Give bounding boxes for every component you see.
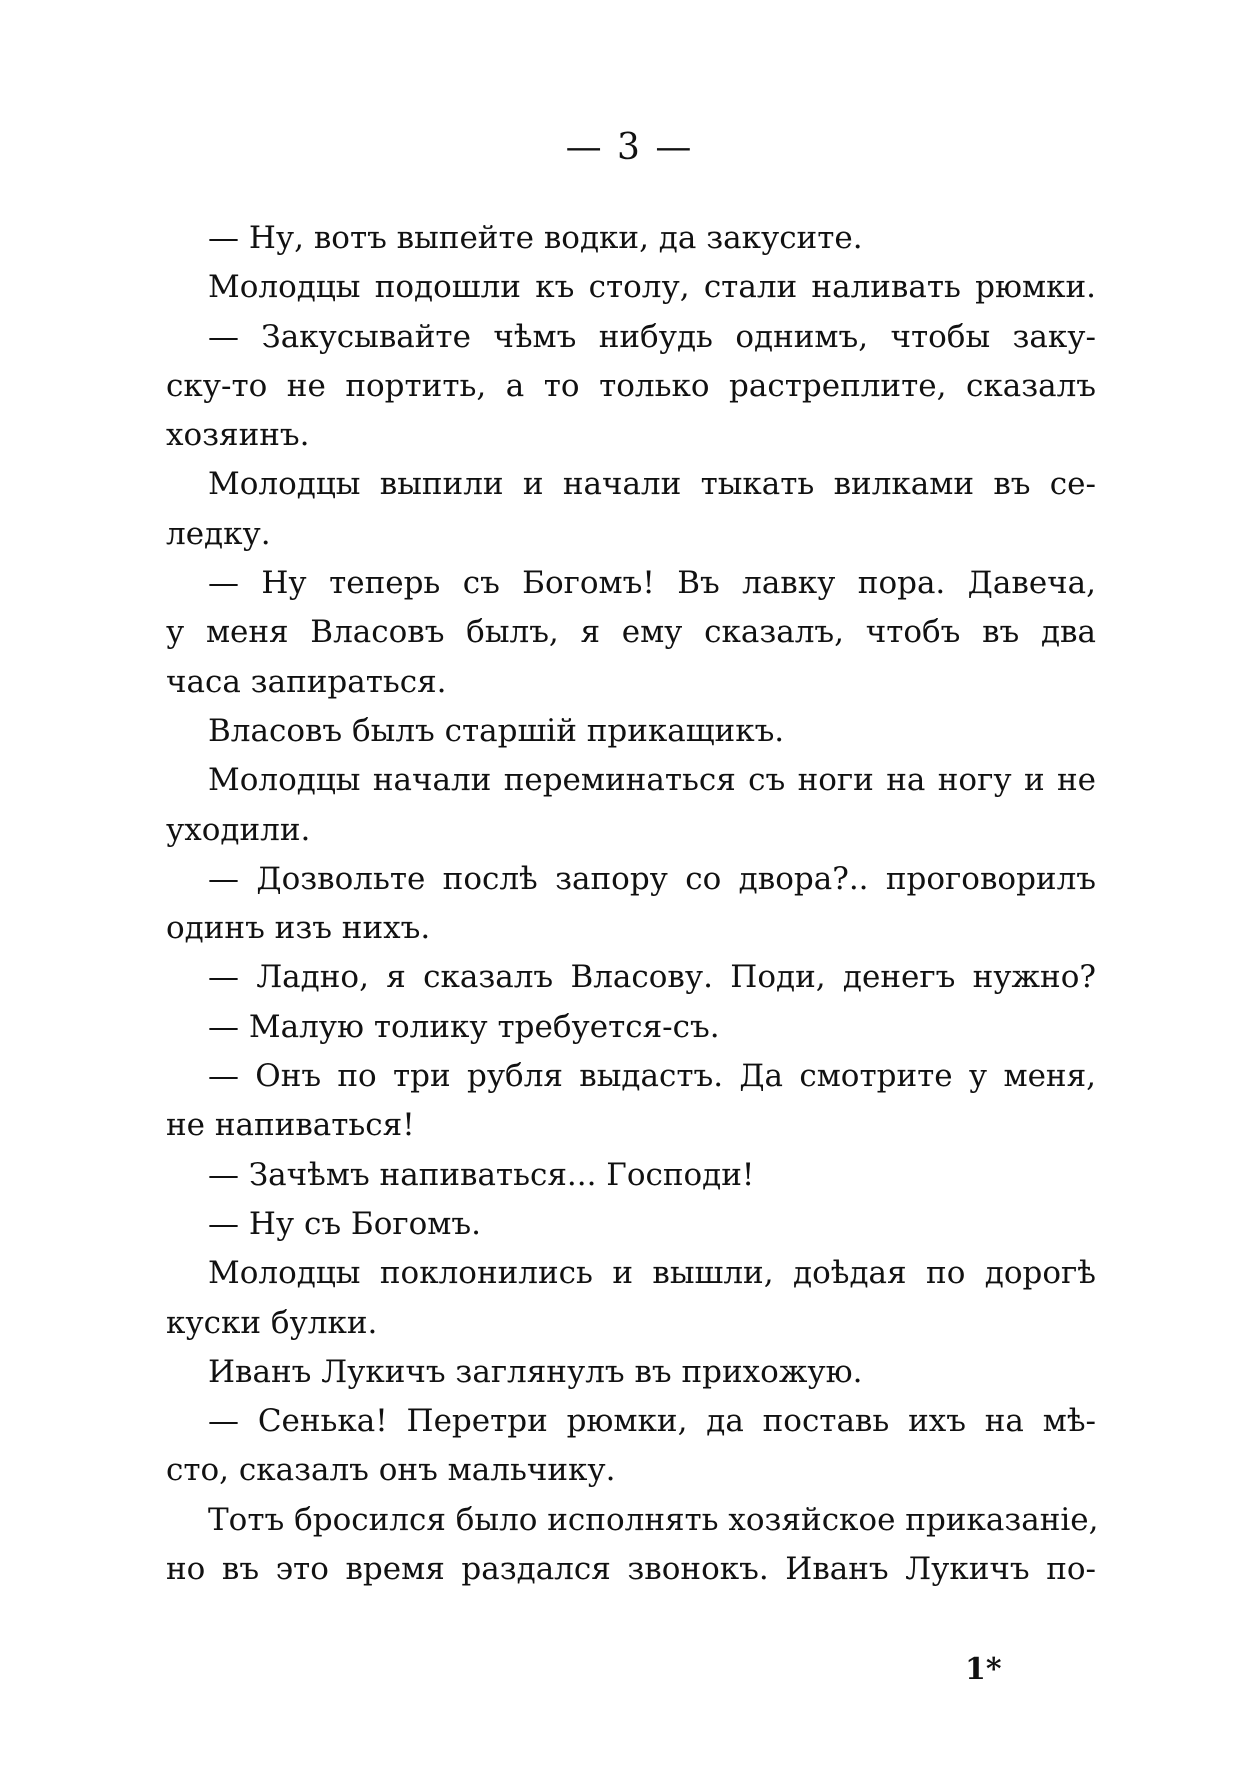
text-line: Иванъ Лукичъ заглянулъ въ прихожую.: [208, 1353, 863, 1390]
text-line: Власовъ былъ старшій прикащикъ.: [208, 712, 785, 749]
text-line: Молодцы подошли къ столу, стали наливать рюмки.: [208, 269, 1096, 306]
text-line: — Малую толику требуется-съ.: [208, 1008, 720, 1045]
text-line: Тотъ бросился было исполнять хозяйское приказаніе,: [208, 1501, 1099, 1538]
text-line: не напиваться!: [166, 1107, 415, 1144]
text-line: куски булки.: [166, 1304, 378, 1341]
text-line: — Ну, вотъ выпейте водки, да закусите.: [208, 220, 863, 256]
text-line: но въ это время раздался звонокъ. Иванъ Лукичъ по-: [166, 1551, 1096, 1588]
text-line: — Зачѣмъ напиваться... Господи!: [208, 1156, 755, 1193]
text-line: ску-то не портить, а то только растреплите, сказалъ: [166, 367, 1096, 404]
text-line: Молодцы выпили и начали тыкать вилками въ се-: [208, 466, 1096, 503]
signature-mark: 1*: [965, 1652, 1002, 1687]
text-line: одинъ изъ нихъ.: [166, 910, 431, 947]
text-line: ледку.: [166, 515, 271, 552]
text-line: хозяинъ.: [166, 417, 310, 454]
text-line: Молодцы начали переминаться съ ноги на ногу и не: [208, 762, 1096, 799]
text-line: — Закусывайте чѣмъ нибудь однимъ, чтобы заку-: [208, 318, 1096, 355]
text-line: — Ладно, я сказалъ Власову. Поди, денегъ нужно?: [208, 959, 1096, 996]
text-line: — Онъ по три рубля выдастъ. Да смотрите у меня,: [208, 1058, 1096, 1095]
text-line: у меня Власовъ былъ, я ему сказалъ, чтобъ въ два: [166, 614, 1096, 651]
body-text: [166, 214, 1099, 1594]
text-line: — Дозвольте послѣ запору со двора?.. проговорилъ: [208, 860, 1096, 897]
text-line: Молодцы поклонились и вышли, доѣдая по дорогѣ: [208, 1255, 1096, 1292]
text-line: уходили.: [166, 811, 311, 848]
page-number: — 3 —: [565, 127, 694, 168]
text-line: сто, сказалъ онъ мальчику.: [166, 1452, 616, 1489]
text-line: — Ну теперь съ Богомъ! Въ лавку пора. Давеча,: [208, 565, 1096, 602]
text-line: — Сенька! Перетри рюмки, да поставь ихъ на мѣ-: [208, 1403, 1096, 1440]
text-line: часа запираться.: [166, 663, 447, 700]
text-line: — Ну съ Богомъ.: [208, 1205, 481, 1242]
